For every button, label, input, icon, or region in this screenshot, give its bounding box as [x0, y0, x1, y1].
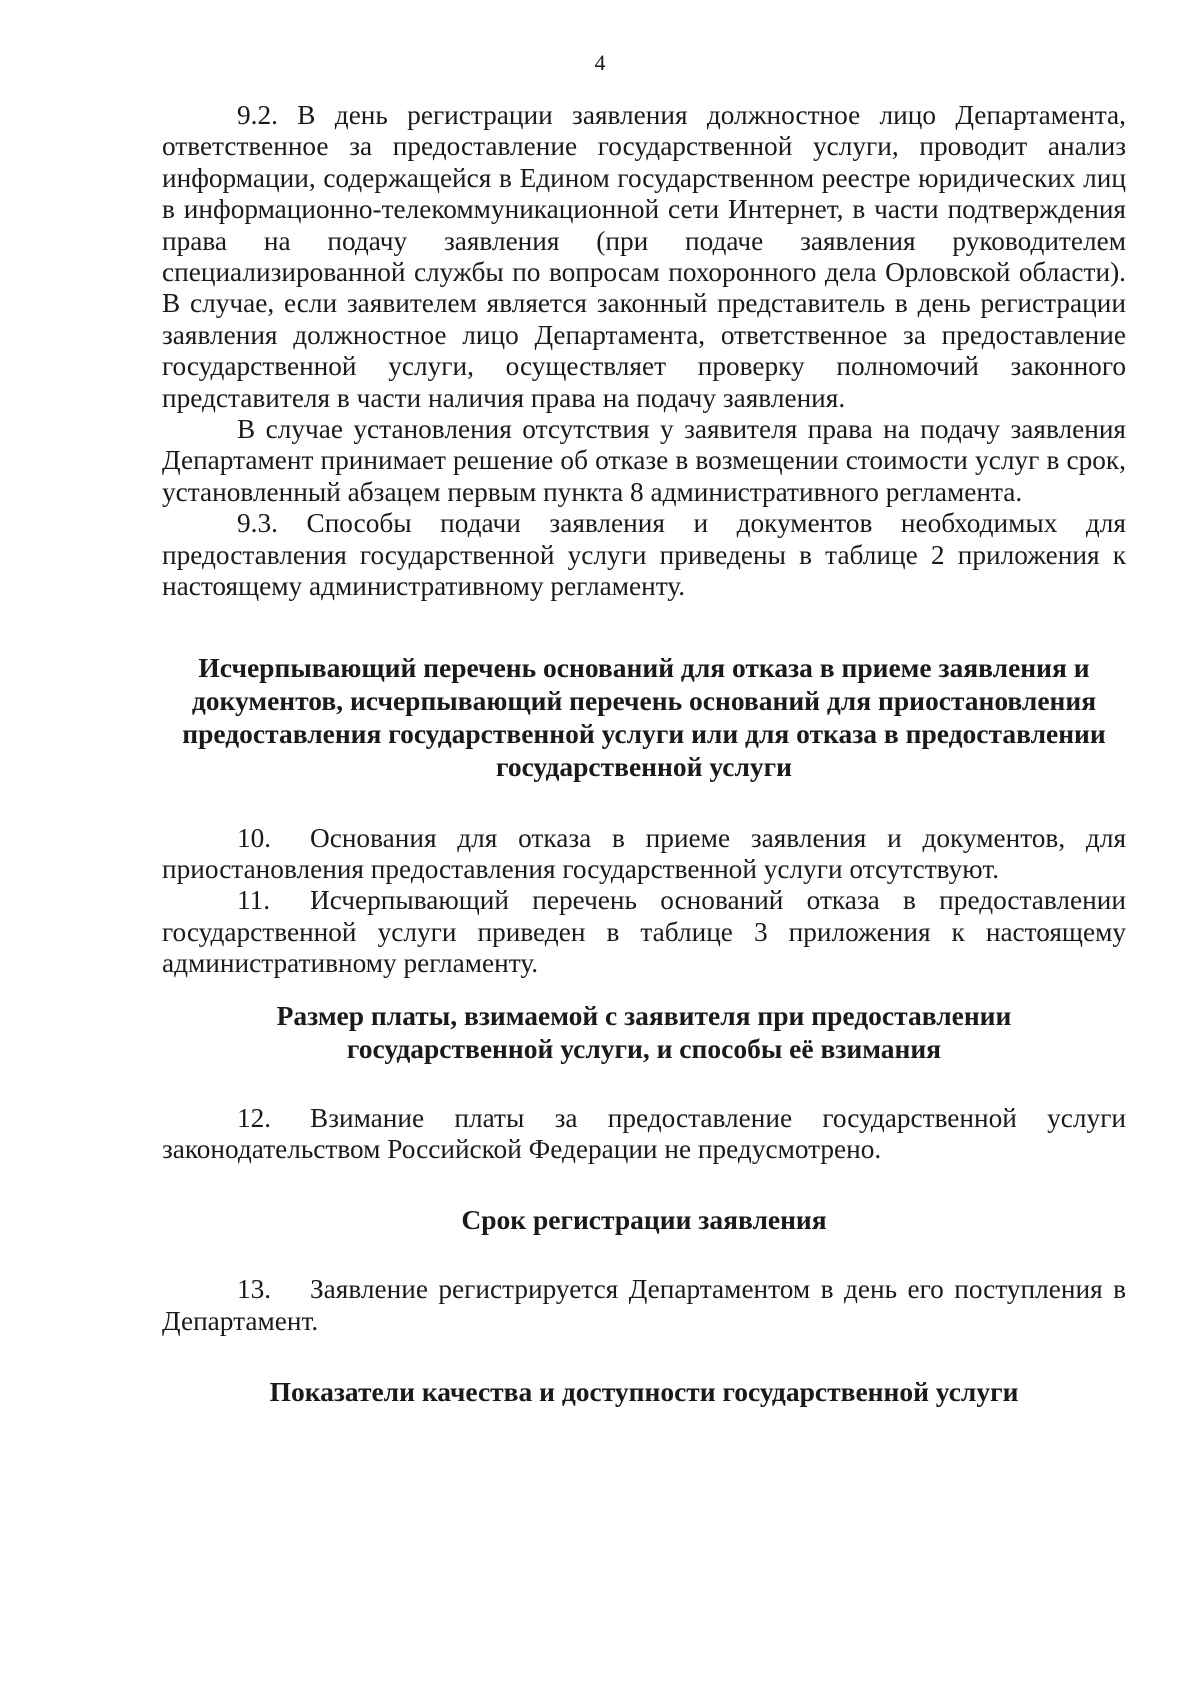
section-heading-refusal-grounds: Исчерпывающий перечень оснований для отказа в приеме заявления и документов, исчерпывающий перечень оснований для приостановления предоставления государственной услуги или для отказа в предоставлении государственной услуги	[182, 651, 1106, 782]
paragraph-9-2: 9.2. В день регистрации заявления должностное лицо Департамента, ответственное за предоставление государственной услуги, проводит анализ информации, содержащейся в Едином государственном реестре юридических лиц в информационно-телекоммуникационной сети Интернет, в части подтверждения права на подачу заявления (при подаче заявления руководителем специализированной службы по вопросам похоронного дела Орловской области). В случае, если заявителем является законный представитель в день регистрации заявления должностное лицо Департамента, ответственное за предоставление государственной услуги, осуществляет проверку полномочий законного представителя в части наличия права на подачу заявления.	[162, 100, 1126, 413]
paragraph-refusal-right: В случае установления отсутствия у заявителя права на подачу заявления Департамент принимает решение об отказе в возмещении стоимости услуг в срок, установленный абзацем первым пункта 8 административного регламента.	[162, 414, 1126, 507]
item-11	[162, 885, 1126, 979]
item-13	[162, 1274, 1126, 1337]
section-heading-registration-term: Срок регистрации заявления	[461, 1204, 827, 1236]
section-heading-quality-indicators: Показатели качества и доступности государственной услуги	[269, 1376, 1019, 1408]
page-number: 4	[594, 50, 606, 75]
paragraph-9-3: 9.3. Способы подачи заявления и документов необходимых для предоставления государственной услуги приведены в таблице 2 приложения к настоящему административному регламенту.	[162, 508, 1126, 602]
item-10	[162, 823, 1126, 886]
section-heading-fee: Размер платы, взимаемой с заявителя при предоставлении государственной услуги, и способы её взимания	[276, 999, 1012, 1064]
item-text: Исчерпывающий перечень оснований отказа в предоставлении государственной услуги приведен в таблице 3 приложения к настоящему административному регламенту.	[162, 885, 1126, 979]
item-number: 13.	[237, 1274, 272, 1305]
item-12	[162, 1103, 1126, 1166]
item-number: 10.	[237, 822, 272, 853]
document-body	[162, 100, 1126, 1408]
item-text: Взимание платы за предоставление государственной услуги законодательством Российской Федерации не предусмотрено.	[162, 1102, 1126, 1164]
item-text: Основания для отказа в приеме заявления и документов, для приостановления предоставления государственной услуги отсутствуют.	[162, 822, 1126, 884]
item-number: 11.	[237, 885, 271, 916]
item-text: Заявление регистрируется Департаментом в день его поступления в Департамент.	[162, 1274, 1126, 1336]
item-number: 12.	[237, 1102, 272, 1133]
